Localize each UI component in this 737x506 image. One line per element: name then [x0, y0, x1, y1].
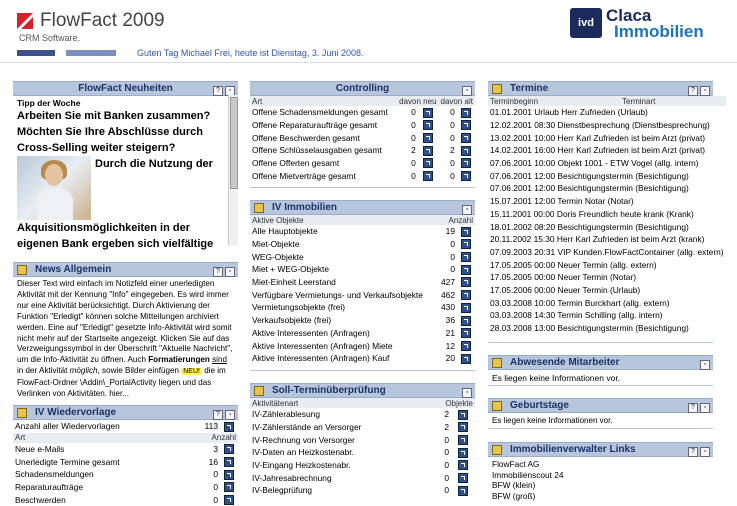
globe-icon	[492, 445, 502, 455]
wiedervorlage-table	[13, 420, 238, 506]
empty-message: Es liegen keine Informationen vor.	[492, 416, 613, 425]
table-row: Schadensmeldungen 0	[13, 468, 238, 481]
table-header: Aktivitätenart Objekte	[252, 398, 473, 408]
news-icon	[17, 265, 27, 275]
help-icon[interactable]: ?	[688, 447, 698, 457]
link-flowfact[interactable]: FlowFact AG	[492, 459, 540, 469]
help-icon[interactable]: ?	[688, 403, 698, 413]
table-row: Miet-Einheit Leerstand 427	[250, 276, 475, 289]
brand-immobilien: Immobilien	[614, 22, 704, 41]
open-link-icon[interactable]	[458, 410, 468, 420]
open-link-icon[interactable]	[461, 328, 471, 338]
table-header: Art davon neu davon alt	[252, 96, 473, 106]
open-link-icon[interactable]	[224, 495, 234, 505]
table-row[interactable]: 13.02.2001 10:00 Herr Karl Zufrieden ist beim Arzt (privat)	[490, 132, 706, 143]
panel-header	[13, 405, 238, 420]
ivd-logo: ivd	[570, 8, 602, 38]
tipp-text: Durch die Nutzung der	[95, 158, 213, 170]
panel-header	[250, 383, 475, 398]
table-row: Offene Offerten gesamt 0 0	[250, 157, 475, 170]
table-row: Vermietungsobjekte (frei) 430	[250, 301, 475, 314]
minimize-icon[interactable]: ▫	[700, 403, 710, 413]
open-link-icon[interactable]	[423, 108, 433, 118]
panel-title: Geburtstage	[510, 400, 569, 411]
open-link-icon[interactable]	[461, 171, 471, 181]
calendar-check-icon	[254, 386, 264, 396]
table-row: IV-Jahresabrechnung 0	[250, 471, 475, 484]
table-row[interactable]: 07.06.2001 12:00 Besichtigungstermin (Besichtigung)	[490, 170, 689, 181]
minimize-icon[interactable]: ▫	[462, 388, 472, 398]
links-panel	[488, 442, 713, 503]
open-link-icon[interactable]	[458, 448, 468, 458]
table-row[interactable]: 15.07.2001 12:00 Termin Notar (Notar)	[490, 196, 634, 207]
table-row: Offene Mietverträge gesamt 0 0	[250, 169, 475, 182]
termine-panel	[488, 81, 724, 343]
open-link-icon[interactable]	[224, 457, 234, 467]
panel-title: Controlling	[335, 83, 390, 94]
open-link-icon[interactable]	[423, 120, 433, 130]
table-row[interactable]: 14.02.2001 16:00 Herr Karl Zufrieden ist beim Arzt (privat)	[490, 145, 706, 156]
minimize-icon[interactable]: ▫	[700, 360, 710, 370]
table-row: IV-Eingang Heizkostenabr. 0	[250, 459, 475, 472]
table-row[interactable]: 20.11.2002 15:30 Herr Karl Zufrieden ist beim Arzt (krank)	[490, 234, 705, 245]
panel-header	[488, 81, 713, 96]
panel-header	[488, 442, 713, 457]
help-icon[interactable]: ?	[213, 86, 223, 96]
open-link-icon[interactable]	[461, 316, 471, 326]
open-link-icon[interactable]	[461, 354, 471, 364]
brand-logo	[570, 8, 730, 42]
help-icon[interactable]: ?	[688, 86, 698, 96]
scrollbar-thumb[interactable]	[230, 97, 238, 189]
table-row[interactable]: 17.05.2006 00:00 Neuer Termin (Urlaub)	[490, 284, 641, 295]
open-link-icon[interactable]	[458, 435, 468, 445]
open-link-icon[interactable]	[461, 303, 471, 313]
table-row: Offene Beschwerden gesamt 0 0	[250, 131, 475, 144]
table-row[interactable]: 17.05.2005 00:00 Neuer Termin (allg. extern)	[490, 259, 657, 270]
table-row: WEG-Objekte 0	[250, 250, 475, 263]
table-header: Art Anzahl	[15, 433, 236, 443]
neuheiten-panel	[13, 81, 238, 250]
help-icon[interactable]: ?	[213, 410, 223, 420]
tipp-content	[13, 96, 238, 254]
open-link-icon[interactable]	[423, 133, 433, 143]
header-stripe	[66, 50, 116, 56]
table-row: Aktive Interessenten (Anfragen) 21	[250, 327, 475, 340]
abwesende-panel	[488, 355, 713, 386]
open-link-icon[interactable]	[224, 422, 234, 432]
open-link-icon[interactable]	[461, 239, 471, 249]
panel-title: IV Wiedervorlage	[35, 407, 117, 418]
news-panel	[13, 262, 238, 399]
immobilien-panel	[250, 200, 475, 371]
table-row: Beschwerden 0	[13, 493, 238, 506]
link-bfw-klein[interactable]: BFW (klein)	[492, 480, 536, 490]
app-logo-text: FlowFact 2009	[40, 10, 165, 31]
table-row: Unerledigte Termine gesamt 16	[13, 455, 238, 468]
flowfact-logo-icon	[17, 13, 33, 29]
table-row[interactable]: 28.03.2008 13:00 Besichtigungstermin (Besichtigung)	[490, 323, 689, 334]
panel-title: Soll-Terminüberprüfung	[272, 385, 386, 396]
table-row[interactable]: 17.05.2005 00:00 Neuer Termin (Notar)	[490, 272, 637, 283]
link-bfw-gross[interactable]: BFW (groß)	[492, 490, 536, 501]
open-link-icon[interactable]	[461, 341, 471, 351]
table-row: Alle Hauptobjekte 19	[250, 225, 475, 238]
open-link-icon[interactable]	[461, 277, 471, 287]
open-link-icon[interactable]	[461, 108, 471, 118]
table-row[interactable]: 18.01.2002 08:20 Besichtigungstermin (Besichtigung)	[490, 221, 689, 232]
open-link-icon[interactable]	[461, 227, 471, 237]
table-row: IV-Zählerablesung 2	[250, 408, 475, 421]
open-link-icon[interactable]	[224, 444, 234, 454]
table-row[interactable]: 03.03.2008 14:30 Termin Schilling (allg. intern)	[490, 310, 663, 321]
panel-header	[250, 81, 475, 96]
soll-table	[250, 398, 475, 497]
table-row: Offene Reparaturaufträge gesamt 0 0	[250, 119, 475, 132]
minimize-icon[interactable]: ▫	[700, 447, 710, 457]
open-link-icon[interactable]	[461, 158, 471, 168]
controlling-panel	[250, 81, 475, 188]
app-subtitle: CRM Software.	[19, 33, 81, 43]
open-link-icon[interactable]	[423, 171, 433, 181]
open-link-icon[interactable]	[461, 133, 471, 143]
header-stripe	[17, 50, 55, 56]
open-link-icon[interactable]	[458, 473, 468, 483]
table-row[interactable]: 12.02.2001 08:30 Dienstbesprechung (Dienstbesprechung)	[490, 120, 710, 131]
link-immobilienscout[interactable]: Immobilienscout 24	[492, 469, 564, 480]
panel-header	[250, 200, 475, 215]
news-text: Dieser Text wird einfach im Notizfeld einer unerledigten Aktivität mit der Kennung "Info" eingegeben. Es wird immer nur eine Aktivität berücksichtigt. Durch Aktivierung der Funktion "Erledigt" können solche Mitteilungen archiviert werden. Eine auf "Erledigt" gesetzte Info-Aktivität wird somit nicht mehr auf der Startseite angezeigt. Klicken Sie auf das Verzweigungssymbol in der Überschrift "Aktuelle Nachricht", um die Info-Aktivität zu öffnen. Auch Formatierungen sind in der Aktivität möglich, sowie Bilder einfügen NEU! die im FlowFact-Ordner \Addin\_PortalActivity liegen und das Verlinken von Aktivitäten. hier...	[17, 279, 233, 399]
neu-badge: NEU!	[183, 368, 200, 376]
open-link-icon[interactable]	[461, 252, 471, 262]
table-row: IV-Belegprüfung 0	[250, 484, 475, 497]
table-row: IV-Zählerstände an Versorger 2	[250, 421, 475, 434]
open-link-icon[interactable]	[461, 120, 471, 130]
table-row[interactable]: 15.11.2001 00:00 Doris Freundlich heute krank (Krank)	[490, 208, 694, 219]
geburtstage-panel	[488, 398, 713, 429]
wiedervorlage-panel	[13, 405, 238, 503]
woman-photo	[17, 156, 91, 220]
folder-icon	[17, 408, 27, 418]
table-row[interactable]: 03.03.2008 10:00 Termin Burckhart (allg. extern)	[490, 297, 670, 308]
panel-header	[13, 81, 238, 96]
soll-panel	[250, 383, 475, 503]
immobilien-table	[250, 215, 475, 365]
tipp-headline: Arbeiten Sie mit Banken zusammen? Möchten Sie Ihre Abschlüsse durch Cross-Selling weiter steigern?	[17, 110, 211, 154]
panel-title: IV Immobilien	[272, 202, 338, 213]
open-link-icon[interactable]	[423, 146, 433, 156]
table-row: Verkaufsobjekte (frei) 36	[250, 314, 475, 327]
table-row: Offene Schlüsselausgaben gesamt 2 2	[250, 144, 475, 157]
table-row: Aktive Interessenten (Anfragen) Miete 12	[250, 339, 475, 352]
panel-title: Immobilienverwalter Links	[510, 444, 636, 455]
tipp-text: Akquisitionsmöglichkeiten in der	[17, 222, 190, 234]
panel-title: News Allgemein	[35, 264, 112, 275]
table-row: IV-Daten an Heizkostenabr. 0	[250, 446, 475, 459]
panel-header	[488, 355, 713, 370]
table-row[interactable]: 07.09.2003 20:31 VIP Kunden.FlowFactContainer (allg. extern)	[490, 246, 724, 257]
minimize-icon[interactable]: ▫	[225, 410, 235, 420]
table-row[interactable]: 01.01.2001 Urlaub Herr Zufrieden (Urlaub)	[490, 107, 648, 118]
table-row: Aktive Interessenten (Anfragen) Kauf 20	[250, 352, 475, 365]
table-row: Offene Schadensmeldungen gesamt 0 0	[250, 106, 475, 119]
table-row[interactable]: 07.06.2001 10:00 Objekt 1001 - ETW Vogel (allg. intern)	[490, 158, 699, 169]
panel-title: FlowFact Neuheiten	[78, 83, 173, 94]
table-row: Neue e-Mails 3	[13, 443, 238, 456]
table-row: IV-Rechnung von Versorger 0	[250, 433, 475, 446]
controlling-table	[250, 96, 475, 182]
brand-claca: Claca	[606, 6, 652, 25]
open-link-icon[interactable]	[458, 486, 468, 496]
calendar-icon	[492, 84, 502, 94]
open-link-icon[interactable]	[224, 482, 234, 492]
table-row: Anzahl aller Wiedervorlagen 113	[13, 420, 238, 433]
building-icon	[254, 203, 264, 213]
table-header: Terminbeginn Terminart	[488, 96, 726, 106]
table-row: Reparaturaufträge 0	[13, 481, 238, 494]
app-header	[0, 0, 737, 60]
open-link-icon[interactable]	[423, 158, 433, 168]
header-divider	[0, 62, 737, 63]
panel-title: Termine	[510, 83, 549, 94]
scrollbar[interactable]	[228, 95, 238, 246]
tipp-text: eigenen Bank ergeben sich vielfältige	[17, 238, 214, 250]
panel-header	[488, 398, 713, 413]
minimize-icon[interactable]: ▫	[225, 267, 235, 277]
table-row: Verfügbare Vermietungs- und Verkaufsobjekte 462	[250, 288, 475, 301]
minimize-icon[interactable]: ▫	[462, 205, 472, 215]
greeting-text: Guten Tag Michael Frei, heute ist Dienstag, 3. Juni 2008.	[137, 48, 364, 58]
minimize-icon[interactable]: ▫	[462, 86, 472, 96]
open-link-icon[interactable]	[461, 265, 471, 275]
open-link-icon[interactable]	[461, 290, 471, 300]
panel-header	[13, 262, 238, 277]
open-link-icon[interactable]	[224, 470, 234, 480]
termine-table	[488, 96, 726, 334]
empty-message: Es liegen keine Informationen vor.	[492, 373, 621, 383]
table-row[interactable]: 07.06.2001 12:00 Besichtigungstermin (Besichtigung)	[490, 183, 689, 194]
gift-icon	[492, 401, 502, 411]
open-link-icon[interactable]	[458, 422, 468, 432]
open-link-icon[interactable]	[461, 146, 471, 156]
minimize-icon[interactable]: ▫	[225, 86, 235, 96]
open-link-icon[interactable]	[458, 460, 468, 470]
header-stripe	[56, 50, 66, 56]
person-icon	[492, 358, 502, 368]
panel-title: Abwesende Mitarbeiter	[510, 357, 620, 368]
table-row: Miet-Objekte 0	[250, 238, 475, 251]
minimize-icon[interactable]: ▫	[700, 86, 710, 96]
help-icon[interactable]: ?	[213, 267, 223, 277]
table-row: Miet + WEG-Objekte 0	[250, 263, 475, 276]
tipp-label: Tipp der Woche	[17, 98, 81, 108]
table-header: Aktive Objekte Anzahl	[252, 215, 473, 225]
